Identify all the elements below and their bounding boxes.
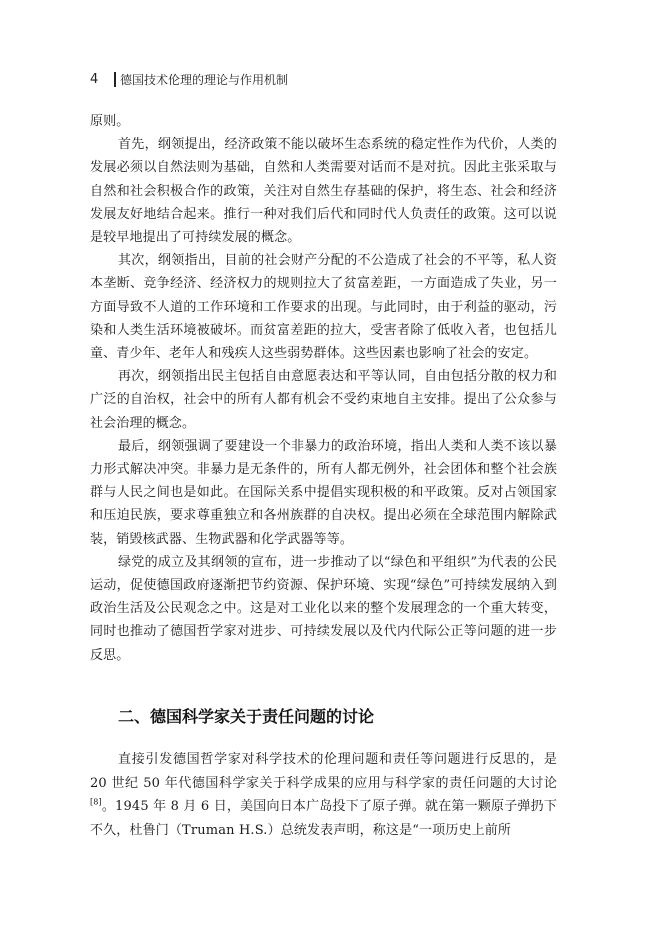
section-heading: 二、德国科学家关于责任问题的讨论 (118, 707, 375, 726)
section-text-part-2: 。1945 年 8 月 6 日，美国向日本广岛投下了原子弹。就在第一颗原子弹扔下不久，杜鲁门（Truman H.S.）总统发表声明，称这是“一项历史上前所 (90, 799, 557, 838)
citation-reference[interactable]: [8] (90, 797, 102, 807)
section-text-part-1: 直接引发德国哲学家对科学技术的伦理问题和责任等问题进行反思的，是 20 世纪 50 年代德国科学家关于科学成果的应用与科学家的责任问题的大讨论 (90, 752, 557, 791)
header-divider (114, 72, 116, 87)
paragraph-continuation: 原则。 (90, 114, 130, 129)
paragraph-green-party: 绿党的成立及其纲领的宣布，进一步推动了以“绿色和平组织”为代表的公民运动，促使德国政府逐渐把节约资源、保护环境、实现“绿色”可持续发展纳入到政治生活及公民观念之中。这是对工业化以来的整个发展理念的一个重大转变，同时也推动了德国哲学家对进步、可持续发展以及代内代际公正等问题的进一步反思。 (90, 554, 557, 663)
section-paragraph (90, 748, 557, 842)
paragraph-finally: 最后，纲领强调了要建设一个非暴力的政治环境，指出人类和人类不该以暴力形式解决冲突。非暴力是无条件的，所有人都无例外，社会团体和整个社会族群与人民之间也是如此。在国际关系中提倡实现积极的和平政策。反对占领国家和压迫民族，要求尊重独立和各州族群的自决权。提出必须在全球范围内解除武装，销毁核武器、生物武器和化学武器等等。 (90, 438, 557, 547)
main-text-block (90, 110, 557, 667)
paragraph-second: 其次，纲领指出，目前的社会财产分配的不公造成了社会的不平等，私人资本垄断、竞争经济、经济权力的规则拉大了贫富差距，一方面造成了失业，另一方面导致不人道的工作环境和工作要求的出现。与此同时，由于利益的驱动，污染和人类生活环境被破坏。而贫富差距的拉大，受害者除了低收入者，也包括儿童、青少年、老年人和残疾人这些弱势群体。这些因素也影响了社会的安定。 (90, 253, 557, 362)
page-number: 4 (90, 71, 99, 87)
running-header (90, 70, 288, 88)
section-text-block (90, 748, 557, 842)
paragraph-third: 再次，纲领指出民主包括自由意愿表达和平等认同，自由包括分散的权力和广泛的自治权，社会中的所有人都有机会不受约束地自主安排。提出了公众参与社会治理的概念。 (90, 369, 557, 431)
paragraph-first: 首先，纲领提出，经济政策不能以破坏生态系统的稳定性作为代价，人类的发展必须以自然法则为基础，自然和人类需要对话而不是对抗。因此主张采取与自然和社会积极合作的政策，关注对自然生存基础的保护，将生态、社会和经济发展友好地结合起来。推行一种对我们后代和同时代人负责任的政策。这可以说是较早地提出了可持续发展的概念。 (90, 137, 557, 246)
book-title: 德国技术伦理的理论与作用机制 (120, 72, 289, 87)
